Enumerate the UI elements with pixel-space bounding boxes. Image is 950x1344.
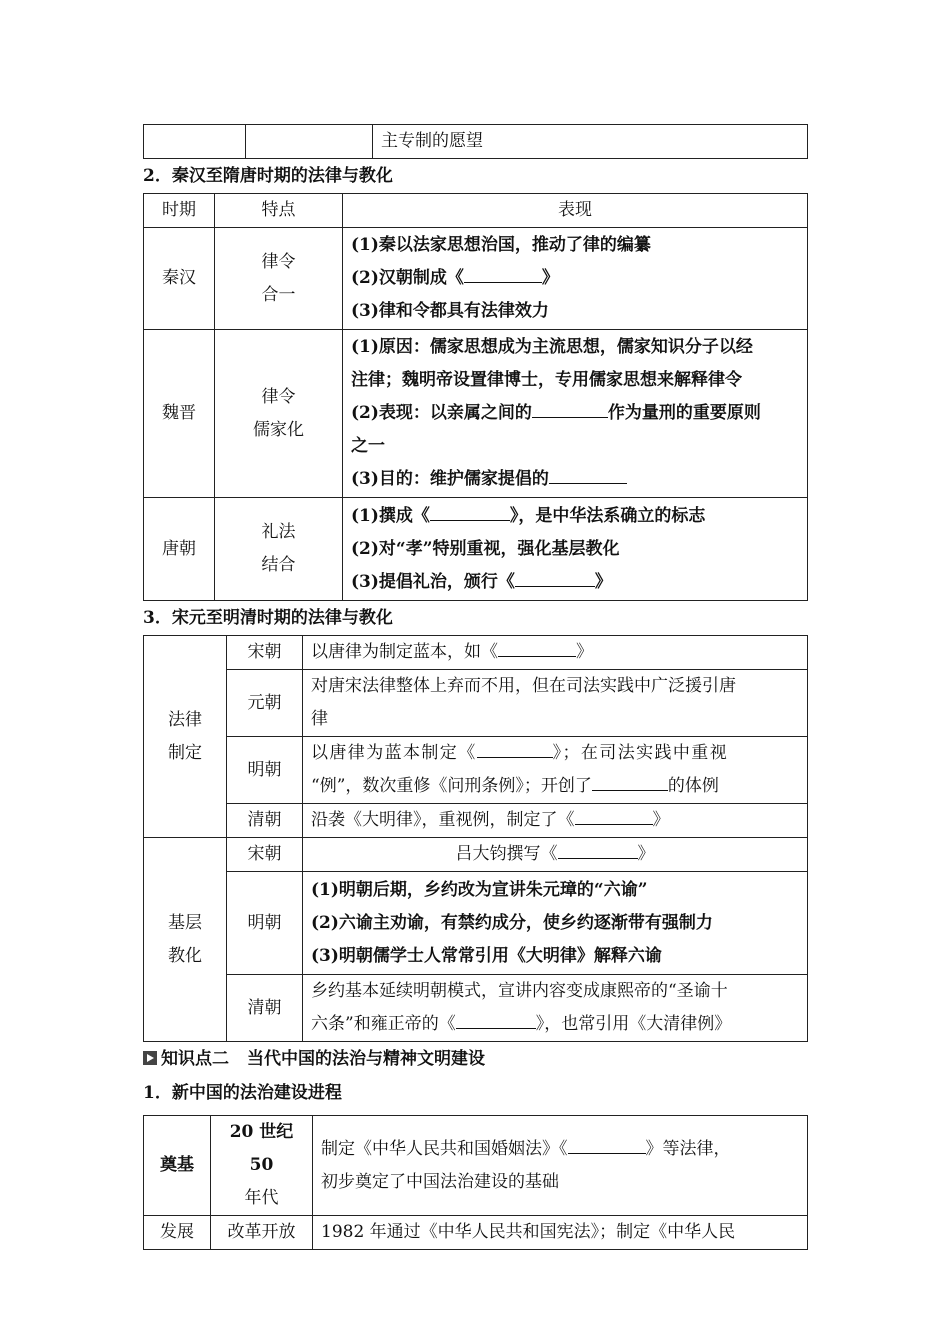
document-page xyxy=(143,124,807,1250)
group-label: 法律 xyxy=(168,709,202,730)
table-row xyxy=(144,737,808,804)
content-cell xyxy=(313,1116,808,1216)
feature-line: 合一 xyxy=(261,284,296,305)
feature-line: 律令 xyxy=(261,251,296,272)
feature-line: 礼法 xyxy=(261,522,296,542)
dynasty-cell: 宋朝 xyxy=(227,636,303,670)
fill-blank[interactable] xyxy=(558,842,638,859)
feature-line: 儒家化 xyxy=(253,419,304,440)
header-manifestation: 表现 xyxy=(343,194,808,228)
period-cell: 唐朝 xyxy=(144,498,215,601)
text-line: (1)明朝后期，乡约改为宣讲朱元璋的“六谕” xyxy=(311,879,648,900)
content-cell xyxy=(303,975,808,1042)
content-cell: 吕大钧撰写《 》 xyxy=(303,838,808,872)
section-heading: 2．秦汉至隋唐时期的法律与教化 xyxy=(143,166,393,186)
text-line: (3)明朝儒学士人常常引用《大明律》解释六谕 xyxy=(311,945,662,966)
dynasty-cell: 明朝 xyxy=(227,737,303,804)
period-cell xyxy=(211,1116,313,1216)
table-row xyxy=(144,670,808,737)
period-cell: 魏晋 xyxy=(144,330,215,498)
fill-blank[interactable] xyxy=(549,467,627,484)
stage-cell: 奠基 xyxy=(144,1116,211,1216)
table-row xyxy=(144,228,808,330)
text-line: (2)六谕主劝谕，有禁约成分，使乡约逐渐带有强制力 xyxy=(311,912,713,933)
group-label-cell xyxy=(144,838,227,1042)
fill-blank[interactable] xyxy=(592,774,668,791)
table-row xyxy=(144,1116,808,1216)
text-line: (2)表现：以亲属之间的 作为量刑的重要原则 xyxy=(351,403,761,423)
fill-blank[interactable] xyxy=(464,266,542,283)
text-line: 律 xyxy=(311,709,328,729)
period-line: 年代 xyxy=(244,1188,279,1208)
fill-blank[interactable] xyxy=(430,504,510,521)
knowledge-point-heading xyxy=(143,1042,807,1076)
group-label: 制定 xyxy=(168,742,202,763)
table-row xyxy=(144,872,808,975)
period-cell: 秦汉 xyxy=(144,228,215,330)
content-cell xyxy=(303,670,808,737)
text-line: (3)律和令都具有法律效力 xyxy=(351,301,549,321)
text-line: 初步奠定了中国法治建设的基础 xyxy=(321,1171,559,1192)
text-line: (1)秦以法家思想治国，推动了律的编纂 xyxy=(351,235,651,255)
text-line: (1)撰成《 》，是中华法系确立的标志 xyxy=(351,505,706,526)
manifestation-cell xyxy=(343,498,808,601)
table-row xyxy=(144,330,808,498)
table-row xyxy=(144,975,808,1042)
cell-text: 主专制的愿望 xyxy=(381,131,483,151)
content-cell: 沿袭《大明律》，重视例，制定了《 》 xyxy=(303,804,808,838)
dynasty-cell: 清朝 xyxy=(227,804,303,838)
text-line: 注律；魏明帝设置律博士，专用儒家思想来解释律令 xyxy=(351,370,742,390)
table-cell xyxy=(373,125,808,159)
text-line: 制定《中华人民共和国婚姻法》《 》等法律， xyxy=(321,1138,731,1159)
table-row xyxy=(144,838,808,872)
content-cell: 1982 年通过《中华人民共和国宪法》；制定《中华人民 xyxy=(313,1216,808,1250)
feature-cell xyxy=(215,498,343,601)
empty-cell xyxy=(246,125,373,159)
knowledge-point-label: 知识点二 xyxy=(161,1049,229,1069)
empty-cell xyxy=(144,125,246,159)
manifestation-cell xyxy=(343,228,808,330)
content-cell xyxy=(303,737,808,804)
period-cell: 改革开放 xyxy=(211,1216,313,1250)
period-line: 20 世纪 50 xyxy=(229,1122,294,1175)
section-heading: 1．新中国的法治建设进程 xyxy=(143,1083,342,1103)
continuation-table xyxy=(143,124,808,159)
text-line: 六条”和雍正帝的《 》，也常引用《大清律例》 xyxy=(311,1014,732,1034)
dynasty-cell: 明朝 xyxy=(227,872,303,975)
knowledge-point-title: 当代中国的法治与精神文明建设 xyxy=(247,1049,485,1069)
text-line: (2)汉朝制成《 》 xyxy=(351,268,559,288)
table-row xyxy=(144,636,808,670)
text-line: 乡约基本延续明朝模式，宣讲内容变成康熙帝的“圣谕十 xyxy=(311,981,728,1001)
dynasty-cell: 元朝 xyxy=(227,670,303,737)
content-cell: 以唐律为制定蓝本，如《 》 xyxy=(303,636,808,670)
dynasty-cell: 宋朝 xyxy=(227,838,303,872)
content-cell xyxy=(303,872,808,975)
text-line: (1)原因：儒家思想成为主流思想，儒家知识分子以经 xyxy=(351,337,753,357)
play-triangle-icon xyxy=(143,1051,157,1065)
feature-line: 结合 xyxy=(261,555,296,575)
feature-cell xyxy=(215,330,343,498)
text-line: (2)对“孝”特别重视，强化基层教化 xyxy=(351,538,620,559)
group-label: 基层 xyxy=(168,912,202,933)
text-line: “例”，数次重修《问刑条例》；开创了 的体例 xyxy=(311,776,719,796)
fill-blank[interactable] xyxy=(568,1137,646,1154)
group-label: 教化 xyxy=(168,945,202,966)
song-to-qing-table xyxy=(143,635,808,1042)
table-row xyxy=(144,1216,808,1250)
text-line: 对唐宋法律整体上弃而不用，但在司法实践中广泛援引唐 xyxy=(311,676,736,696)
legal-development-table xyxy=(143,1115,808,1250)
table-row xyxy=(144,498,808,601)
group-label-cell xyxy=(144,636,227,838)
fill-blank[interactable] xyxy=(532,401,608,418)
text-line: 以唐律为蓝本制定《 》；在司法实践中重视 xyxy=(311,743,729,763)
table-row xyxy=(144,804,808,838)
dynasty-cell: 清朝 xyxy=(227,975,303,1042)
feature-line: 律令 xyxy=(261,386,296,407)
stage-cell: 发展 xyxy=(144,1216,211,1250)
header-feature: 特点 xyxy=(215,194,343,228)
text-line: 之一 xyxy=(351,436,385,456)
text-line: (3)提倡礼治，颁行《 》 xyxy=(351,571,612,592)
feature-cell xyxy=(215,228,343,330)
text-line: (3)目的：维护儒家提倡的 xyxy=(351,463,799,496)
manifestation-cell xyxy=(343,330,808,498)
fill-blank[interactable] xyxy=(498,640,576,657)
header-period: 时期 xyxy=(144,194,215,228)
section-heading: 3．宋元至明清时期的法律与教化 xyxy=(143,608,393,628)
fill-blank[interactable] xyxy=(456,1012,536,1029)
fill-blank[interactable] xyxy=(515,570,595,587)
qin-to-tang-table xyxy=(143,193,808,601)
fill-blank[interactable] xyxy=(575,808,653,825)
fill-blank[interactable] xyxy=(477,741,553,758)
